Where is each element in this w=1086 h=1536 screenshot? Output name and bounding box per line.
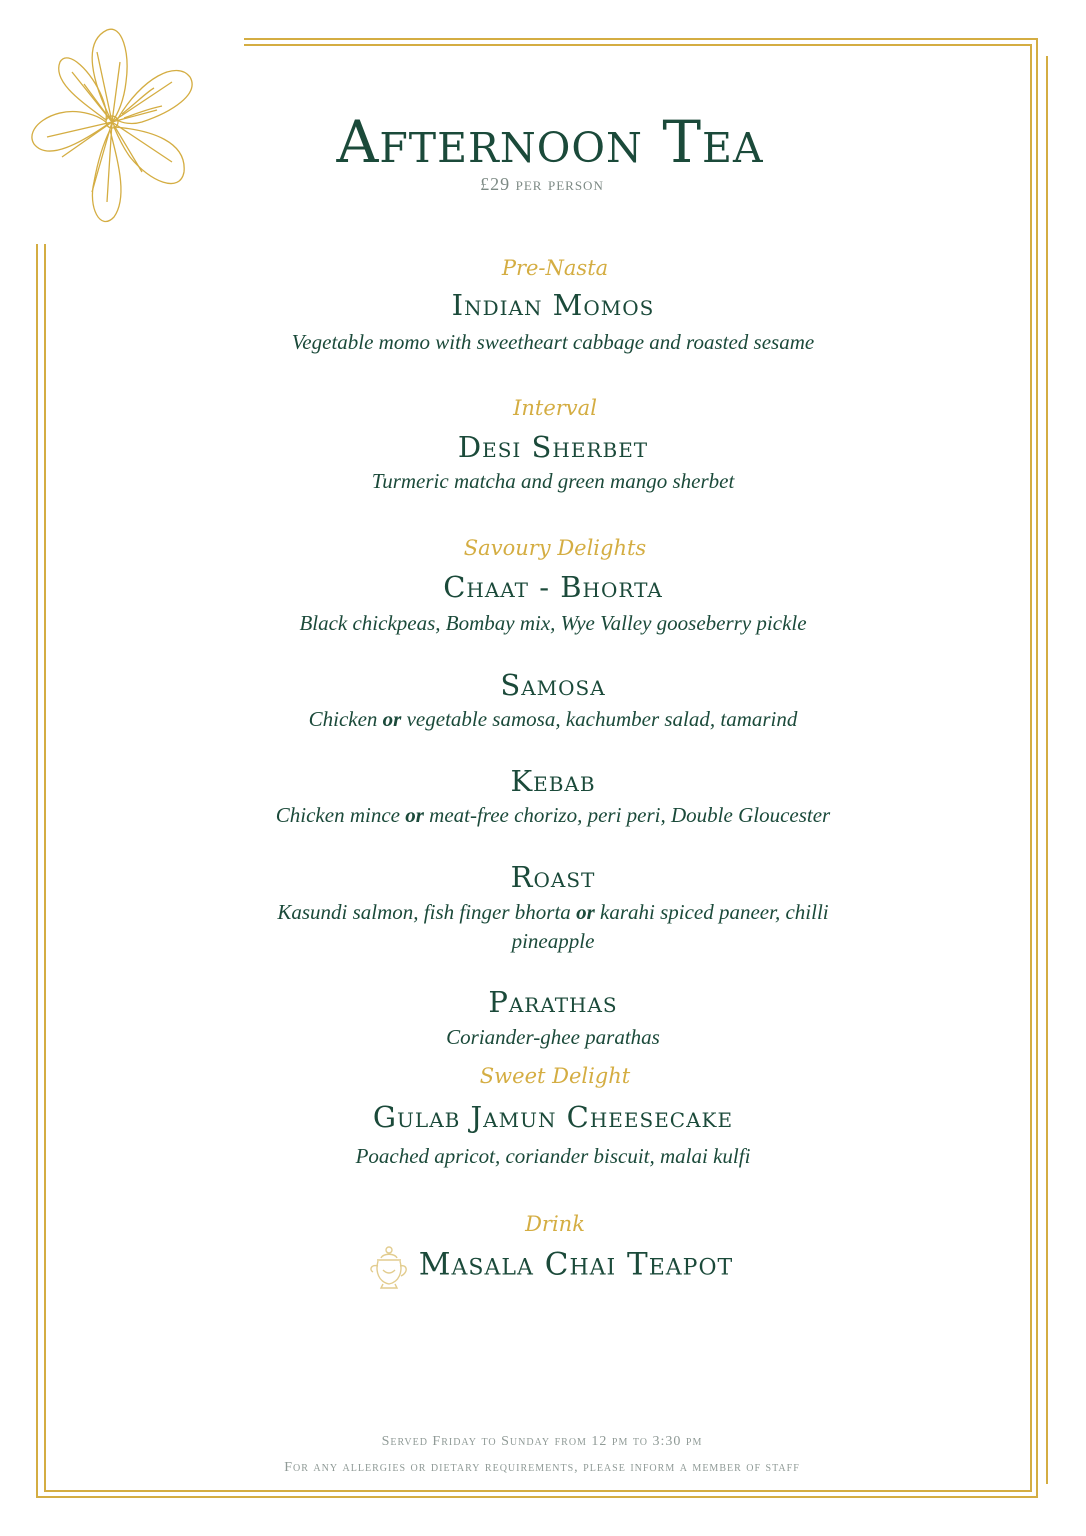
dish-name-samosa: Samosa [500,668,606,702]
dish-name-kebab: Kebab [510,764,596,798]
teapot-icon [367,1242,411,1290]
dish-desc-roast-part2: karahi spiced paneer, chilli pineapple [511,900,829,953]
frame-bottom-line-inner [44,1490,1032,1492]
frame-top-line-inner [244,44,1030,46]
dish-desc-kebab-part1: Chicken mince [275,803,400,827]
dish-name-indian-momos: Indian Momos [451,288,655,322]
dish-desc-samosa [240,705,866,734]
footer-allergy-note: For any allergies or dietary requirements, please inform a member of staff [284,1460,800,1475]
dish-name-roast: Roast [510,860,596,894]
section-label-pre-nasta: Pre-Nasta [501,256,609,280]
dish-name-desi-sherbet: Desi Sherbet [457,430,649,464]
dish-name-parathas: Parathas [488,985,618,1019]
frame-top-line [244,38,1036,40]
dish-desc-gulab-jamun-cheesecake: Poached apricot, coriander biscuit, malai kulfi [355,1144,751,1168]
frame-bottom-line [36,1496,1038,1498]
section-label-savoury-delights: Savoury Delights [463,536,647,560]
dish-desc-indian-momos: Vegetable momo with sweetheart cabbage and roasted sesame [291,330,815,354]
dish-desc-roast-part1: Kasundi salmon, fish finger bhorta [277,900,571,924]
dish-desc-samosa-part1: Chicken [308,707,378,731]
dish-desc-roast-or: or [576,900,595,924]
dish-desc-samosa-part2: vegetable samosa, kachumber salad, tamarind [406,707,798,731]
section-label-sweet-delight: Sweet Delight [479,1064,631,1088]
footer-serving-times: Served Friday to Sunday from 12 pm to 3:30 pm [381,1434,703,1449]
page-title: Afternoon Tea [336,108,764,176]
dish-desc-parathas: Coriander-ghee parathas [446,1025,660,1049]
dish-name-masala-chai-teapot: Masala Chai Teapot [418,1246,734,1283]
dish-desc-kebab-or: or [405,803,424,827]
dish-desc-roast [240,898,866,956]
dish-desc-kebab [240,801,866,830]
dish-name-chaat-bhorta: Chaat - Bhorta [443,570,663,604]
dish-desc-chaat-bhorta: Black chickpeas, Bombay mix, Wye Valley gooseberry pickle [299,611,807,635]
dish-desc-samosa-or: or [382,707,402,731]
drink-row [0,1242,1086,1290]
section-label-interval: Interval [513,396,597,420]
dish-name-gulab-jamun-cheesecake: Gulab Jamun Cheesecake [372,1100,734,1134]
dish-desc-desi-sherbet: Turmeric matcha and green mango sherbet [371,469,735,493]
dish-desc-kebab-part2: meat-free chorizo, peri peri, Double Gloucester [429,803,831,827]
price-label: £29 per person [480,174,604,194]
section-label-drink: Drink [525,1212,585,1236]
